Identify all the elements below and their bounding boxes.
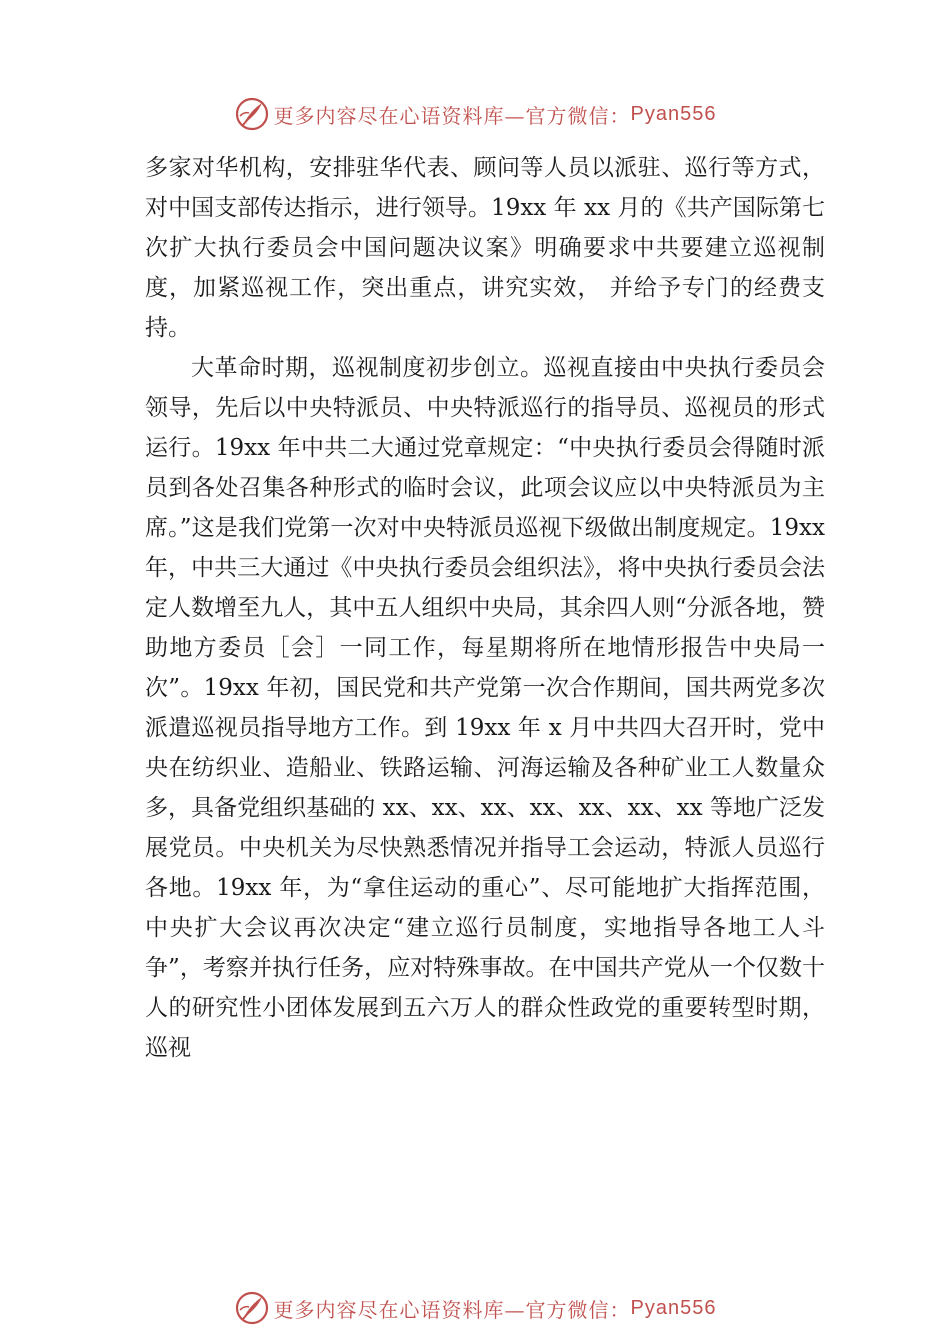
watermark-wechat-id: Pyan556 <box>630 102 717 125</box>
watermark-text: 更多内容尽在心语资料库—官方微信： <box>273 1297 631 1322</box>
watermark-text: 更多内容尽在心语资料库—官方微信： <box>273 103 631 128</box>
header-watermark <box>0 94 950 134</box>
feather-pen-logo-icon <box>234 96 270 132</box>
watermark-wechat-id: Pyan556 <box>630 1296 717 1319</box>
feather-pen-logo-icon <box>234 1290 270 1326</box>
paragraph-2: 大革命时期，巡视制度初步创立。巡视直接由中央执行委员会领导，先后以中央特派员、中央特派巡行的指导员、巡视员的形式运行。19xx 年中共二大通过党章规定：“中央执行委员会得随时派员到各处召集各种形式的临时会议，此项会议应以中央特派员为主席。”这是我们党第一次对中央特派员巡视下级做出制度规定。19xx 年，中共三大通过《中央执行委员会组织法》，将中央执行委员会法定人数增至九人，其中五人组织中央局，其余四人则“分派各地，赞助地方委员［会］一同工作，每星期将所在地情形报告中央局一次”。19xx 年初，国民党和共产党第一次合作期间，国共两党多次派遣巡视员指导地方工作。到 19xx 年 x 月中共四大召开时，党中央在纺织业、造船业、铁路运输、河海运输及各种矿业工人数量众多，具备党组织基础的 xx、xx、xx、xx、xx、xx、xx 等地广泛发展党员。中央机关为尽快熟悉情况并指导工会运动，特派人员巡行各地。19xx 年，为“拿住运动的重心”、尽可能地扩大指挥范围，中央扩大会议再次决定“建立巡行员制度，实地指导各地工人斗争”，考察并执行任务，应对特殊事故。在中国共产党从一个仅数十人的研究性小团体发展到五六万人的群众性政党的重要转型时期，巡视 <box>145 355 825 1061</box>
document-body <box>145 148 825 1068</box>
paragraph-1: 多家对华机构，安排驻华代表、顾问等人员以派驻、巡行等方式，对中国支部传达指示，进行领导。19xx 年 xx 月的《共产国际第七次扩大执行委员会中国问题决议案》明确要求中共要建立巡视制度，加紧巡视工作，突出重点，讲究实效， 并给予专门的经费支持。 <box>145 155 825 341</box>
footer-watermark <box>0 1288 950 1328</box>
